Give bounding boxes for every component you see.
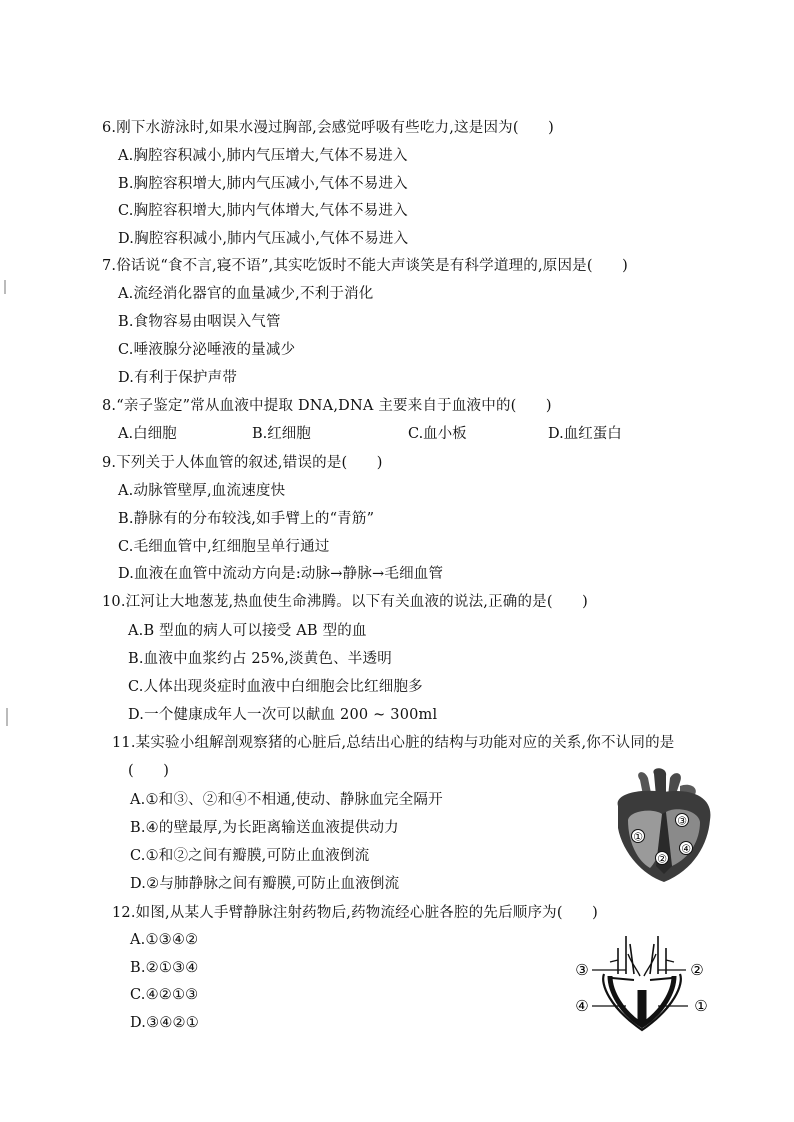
question-8-option-a: A.白细胞 — [118, 426, 177, 442]
question-10-stem: 10.江河让大地葱茏,热血使生命沸腾。以下有关血液的说法,正确的是( ) — [102, 594, 588, 610]
question-12-stem: 12.如图,从某人手臂静脉注射药物后,药物流经心脏各腔的先后顺序为( ) — [112, 905, 598, 921]
heart-label-4: ④ — [681, 842, 691, 856]
question-11-stem: 11.某实验小组解剖观察猪的心脏后,总结出心脏的结构与功能对应的关系,你不认同的是 — [112, 735, 675, 751]
question-8-option-c: C.血小板 — [408, 426, 467, 442]
question-12-option-d: D.③④②① — [130, 1015, 199, 1031]
question-11-option-a: A.①和③、②和④不相通,使动、静脉血完全隔开 — [130, 792, 443, 808]
question-11-stem-continued: ( ) — [128, 763, 170, 779]
question-12-option-a: A.①③④② — [130, 932, 199, 948]
heart-label-3: ③ — [677, 814, 687, 828]
heart-schematic — [570, 930, 715, 1042]
question-11-option-d: D.②与肺静脉之间有瓣膜,可防止血液倒流 — [130, 876, 400, 892]
heart-side-vessels — [610, 960, 674, 962]
heart-label-1: ① — [633, 830, 643, 844]
question-9-option-c: C.毛细血管中,红细胞呈单行通过 — [118, 539, 330, 555]
question-6-stem: 6.刚下水游泳时,如果水漫过胸部,会感觉呼吸有些吃力,这是因为( ) — [102, 120, 554, 136]
heart-vessels — [618, 936, 666, 974]
question-7-option-c: C.唾液腺分泌唾液的量减少 — [118, 342, 296, 358]
question-9-option-a: A.动脉管壁厚,血流速度快 — [118, 483, 286, 499]
heart-valves — [612, 978, 672, 980]
diagram-label-3: ③ — [575, 961, 589, 979]
diagram-label-2: ② — [690, 961, 704, 979]
question-12-option-b: B.②①③④ — [130, 960, 199, 976]
diagram-label-1: ① — [694, 997, 708, 1015]
question-8-option-d: D.血红蛋白 — [548, 426, 622, 442]
question-9-option-b: B.静脉有的分布较浅,如手臂上的“青筋” — [118, 511, 375, 527]
question-10-option-b: B.血液中血浆约占 25%,淡黄色、半透明 — [128, 651, 392, 667]
question-9-stem: 9.下列关于人体血管的叙述,错误的是( ) — [102, 455, 383, 471]
scan-edge-mark — [6, 708, 8, 726]
question-8-stem: 8.“亲子鉴定”常从血液中提取 DNA,DNA 主要来自于血液中的( ) — [102, 398, 552, 414]
question-7-stem: 7.俗话说“食不言,寝不语”,其实吃饭时不能大声谈笑是有科学道理的,原因是( ) — [102, 258, 628, 274]
question-6-option-d: D.胸腔容积减小,肺内气压减小,气体不易进入 — [118, 231, 409, 247]
question-11-heart-figure — [610, 766, 720, 886]
question-11-option-c: C.①和②之间有瓣膜,可防止血液倒流 — [130, 848, 370, 864]
question-6-option-c: C.胸腔容积增大,肺内气体增大,气体不易进入 — [118, 203, 408, 219]
diagram-label-4: ④ — [575, 997, 589, 1015]
question-7-option-a: A.流经消化器官的血量减少,不利于消化 — [118, 286, 374, 302]
question-9-option-d: D.血液在血管中流动方向是:动脉→静脉→毛细血管 — [118, 566, 444, 582]
question-12-heart-diagram — [570, 930, 715, 1042]
question-8-options — [118, 424, 678, 444]
question-10-option-c: C.人体出现炎症时血液中白细胞会比红细胞多 — [128, 679, 423, 695]
question-6-option-b: B.胸腔容积增大,肺内气压减小,气体不易进入 — [118, 176, 408, 192]
question-8-option-b: B.红细胞 — [252, 426, 311, 442]
heart-photo-illustration — [610, 766, 720, 886]
question-11-option-b: B.④的壁最厚,为长距离输送血液提供动力 — [130, 820, 399, 836]
scan-edge-mark — [4, 280, 6, 294]
question-10-option-a: A.B 型血的病人可以接受 AB 型的血 — [128, 623, 367, 639]
question-7-option-d: D.有利于保护声带 — [118, 370, 238, 386]
question-7-option-b: B.食物容易由咽误入气管 — [118, 314, 281, 330]
question-12-option-c: C.④②①③ — [130, 987, 199, 1003]
question-10-option-d: D.一个健康成年人一次可以献血 200 ~ 300ml — [128, 707, 438, 723]
question-6-option-a: A.胸腔容积减小,肺内气压增大,气体不易进入 — [118, 148, 408, 164]
heart-label-2: ② — [657, 852, 667, 866]
